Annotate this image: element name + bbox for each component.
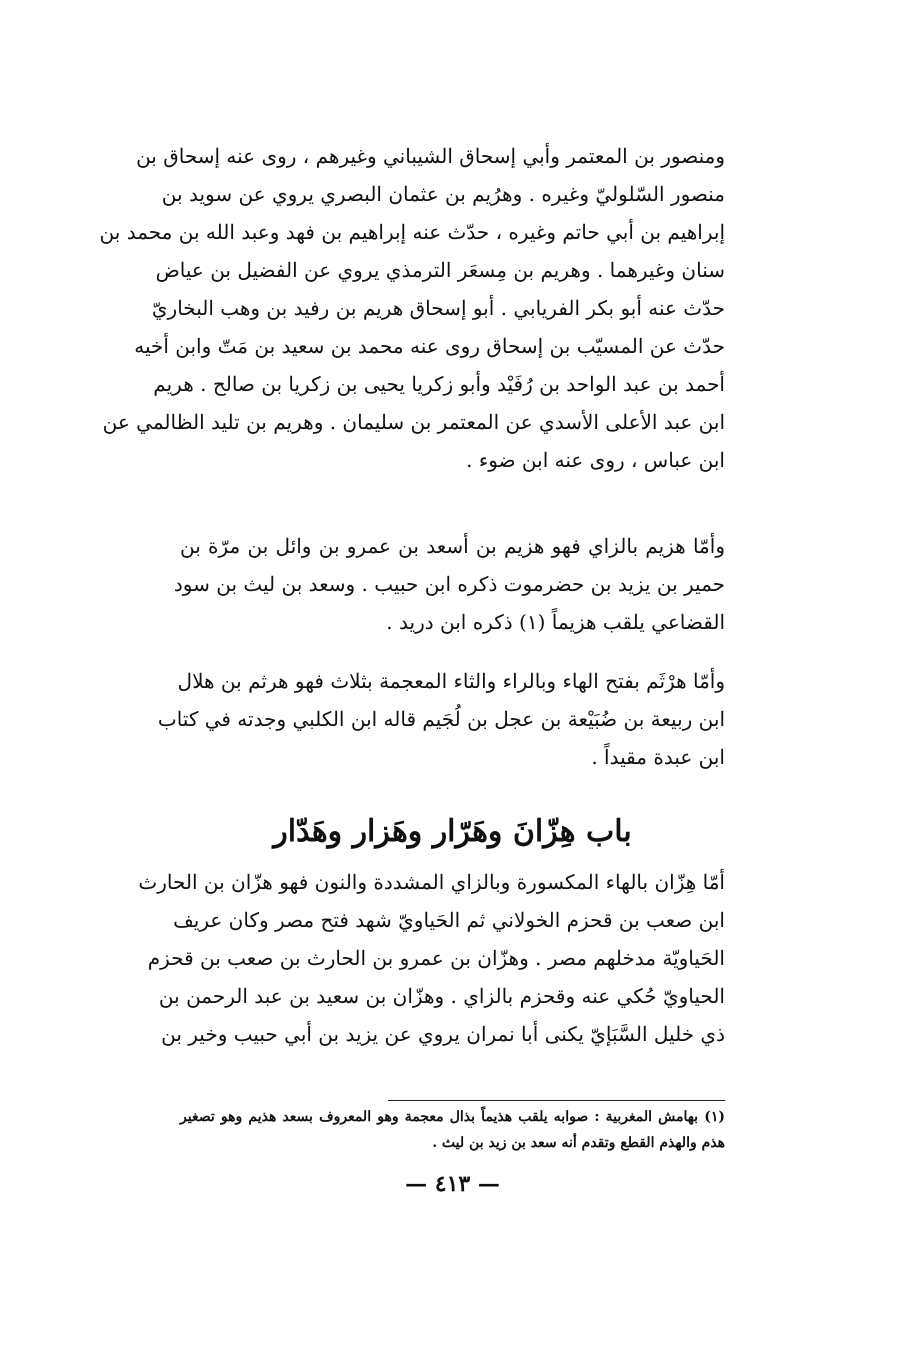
text-line: الحياويّ حُكي عنه وقحزم بالزاي . وهزّان بن سعيد بن عبد الرحمن بن xyxy=(158,984,725,1008)
page-number: — ٤١٣ — xyxy=(405,1171,500,1197)
text-line: سنان وغيرهما . وهريم بن مِسعَر الترمذي يروي عن الفضيل بن عياض xyxy=(155,258,725,282)
text-line: إبراهيم بن أبي حاتم وغيره ، حدّث عنه إبراهيم بن فهد وعبد الله بن محمد بن xyxy=(99,220,725,244)
text-line: ابن عبد الأعلى الأسدي عن المعتمر بن سليمان . وهريم بن تليد الظالمي عن xyxy=(102,410,725,434)
text-line: منصور السّلوليّ وغيره . وهرُيم بن عثمان البصري يروي عن سويد بن xyxy=(161,182,725,206)
paragraph-hizzan xyxy=(138,863,725,1053)
text-line: الحَياويّة مدخلهم مصر . وهزّان بن عمرو بن الحارث بن صعب بن قحزم xyxy=(147,946,725,970)
footnote xyxy=(180,1104,725,1156)
text-line: وأمّا هرْثَم بفتح الهاء وبالراء والثاء المعجمة بثلاث فهو هرثم بن هلال xyxy=(177,669,725,693)
footnote-divider xyxy=(388,1100,725,1101)
text-line: أمّا هِزّان بالهاء المكسورة وبالزاي المشددة والنون فهو هزّان بن الحارث xyxy=(138,870,725,894)
paragraph-harthama xyxy=(157,662,725,776)
footnote-line: هذم والهذم القطع وتقدم أنه سعد بن زيد بن ليث . xyxy=(432,1135,725,1151)
paragraph-hazim xyxy=(173,527,725,641)
text-line: ذي خليل السَّبَإيّ يكنى أبا نمران يروي عن يزيد بن أبي حبيب وخير بن xyxy=(161,1022,725,1046)
footnote-line: (١) بهامش المغربية : صوابه يلقب هذيماً بذال معجمة وهو المعروف بسعد هذيم وهو تصغير xyxy=(180,1109,725,1125)
text-line: ابن عبدة مقيداً . xyxy=(591,745,725,769)
text-line: حدّث عن المسيّب بن إسحاق روى عنه محمد بن سعيد بن مَتّ وابن أخيه xyxy=(134,334,725,358)
text-line: ومنصور بن المعتمر وأبي إسحاق الشيباني وغيرهم ، روى عنه إسحاق بن xyxy=(136,144,725,168)
text-line: أحمد بن عبد الواحد بن رُفَيْد وأبو زكريا يحيى بن زكريا بن صالح . هريم xyxy=(153,372,725,396)
text-line: حدّث عنه أبو بكر الفريابي . أبو إسحاق هريم بن رفيد بن وهب البخاريّ xyxy=(151,296,725,320)
section-heading: باب هِزّانَ وهَرّار وهَزار وهَدّار xyxy=(273,814,632,849)
text-line: ابن عباس ، روى عنه ابن ضوء . xyxy=(466,448,725,472)
text-line: حمير بن يزيد بن حضرموت ذكره ابن حبيب . وسعد بن ليث بن سود xyxy=(173,572,725,596)
text-line: ابن صعب بن قحزم الخولاني ثم الحَياويّ شهد فتح مصر وكان عريف xyxy=(173,908,725,932)
text-line: القضاعي يلقب هزيماً (١) ذكره ابن دريد . xyxy=(386,610,725,634)
text-line: ابن ربيعة بن ضُبَيْعة بن عجل بن لُجَيم قاله ابن الكلبي وجدته في كتاب xyxy=(157,707,725,731)
text-line: وأمّا هزيم بالزاي فهو هزيم بن أسعد بن عمرو بن وائل بن مرّة بن xyxy=(180,534,725,558)
paragraph-hurayim xyxy=(99,137,725,479)
